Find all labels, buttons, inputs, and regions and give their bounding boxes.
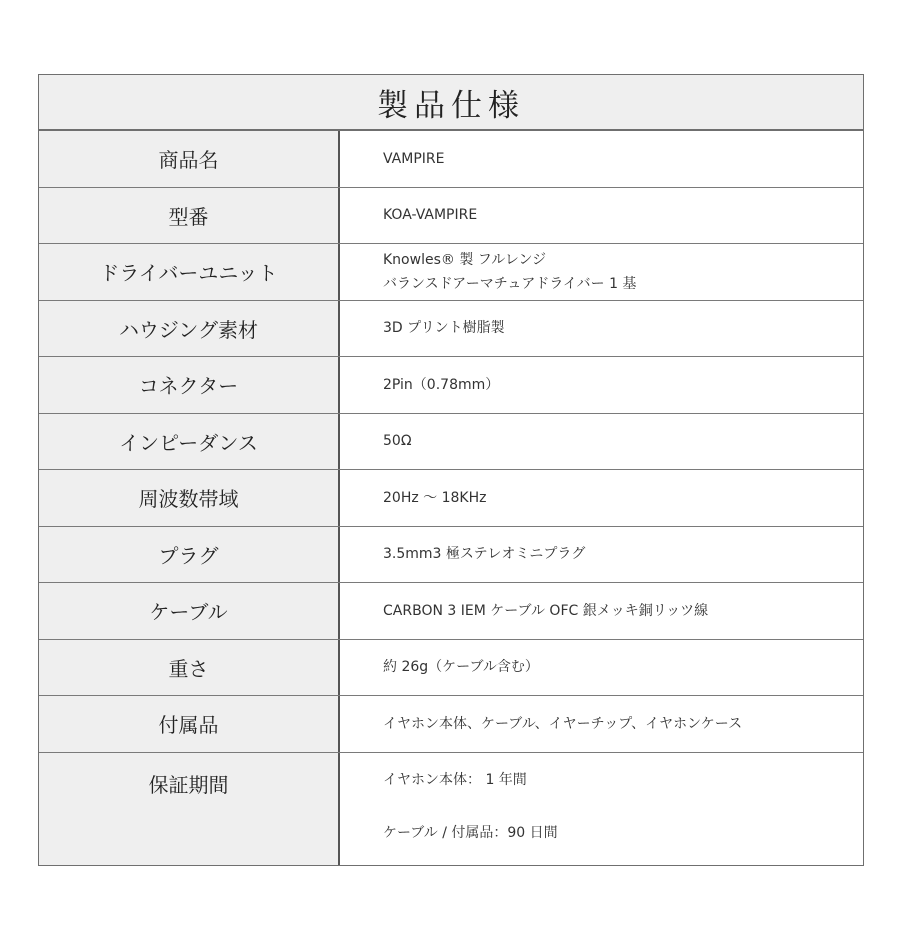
spec-row-housing-material bbox=[39, 301, 863, 358]
spec-value-line: KOA-VAMPIRE bbox=[383, 207, 478, 224]
spec-value bbox=[340, 753, 863, 865]
spec-value-line: イヤホン本体、ケーブル、イヤーチップ、イヤホンケース bbox=[383, 715, 743, 732]
spec-value-line: 2Pin（0.78mm） bbox=[383, 376, 500, 393]
spec-value-line: 50Ω bbox=[383, 433, 412, 450]
spec-label: 周波数帯域 bbox=[39, 470, 340, 526]
spec-label: ケーブル bbox=[39, 583, 340, 639]
spec-row-accessories bbox=[39, 696, 863, 753]
spec-label: コネクター bbox=[39, 357, 340, 413]
spec-label: インピーダンス bbox=[39, 414, 340, 470]
spec-row-warranty bbox=[39, 753, 863, 865]
spec-row-cable bbox=[39, 583, 863, 640]
spec-title-row bbox=[39, 75, 863, 131]
spec-value-line: 3D プリント樹脂製 bbox=[383, 320, 505, 337]
spec-value bbox=[340, 414, 863, 470]
spec-value-line: 約 26g（ケーブル含む） bbox=[383, 659, 539, 676]
spec-value-line: Knowles® 製 フルレンジ bbox=[383, 251, 547, 268]
spec-value bbox=[340, 470, 863, 526]
spec-value bbox=[340, 244, 863, 300]
spec-value-line: ケーブル / 付属品：90 日間 bbox=[383, 824, 558, 841]
spec-value bbox=[340, 583, 863, 639]
spec-value-line: 3.5mm3 極ステレオミニプラグ bbox=[383, 546, 586, 563]
spec-label: 型番 bbox=[39, 188, 340, 244]
spec-row-frequency-range bbox=[39, 470, 863, 527]
spec-title: 製品仕様 bbox=[377, 87, 525, 124]
spec-value bbox=[340, 696, 863, 752]
spec-label: ドライバーユニット bbox=[39, 244, 340, 300]
spec-row-driver-unit bbox=[39, 244, 863, 301]
spec-label: ハウジング素材 bbox=[39, 301, 340, 357]
spec-value bbox=[340, 301, 863, 357]
spec-value bbox=[340, 188, 863, 244]
spec-label: プラグ bbox=[39, 527, 340, 583]
spec-value bbox=[340, 527, 863, 583]
spec-label: 保証期間 bbox=[39, 753, 340, 865]
spec-value bbox=[340, 131, 863, 187]
spec-label: 重さ bbox=[39, 640, 340, 696]
spec-row-weight bbox=[39, 640, 863, 697]
spec-row-impedance bbox=[39, 414, 863, 471]
spec-value-line: 20Hz ～ 18KHz bbox=[383, 489, 487, 506]
spec-table bbox=[38, 74, 864, 866]
spec-row-product-name bbox=[39, 131, 863, 188]
spec-value-line: CARBON 3 IEM ケーブル OFC 銀メッキ銅リッツ線 bbox=[383, 602, 709, 619]
spec-value-line: イヤホン本体： 1 年間 bbox=[383, 771, 527, 788]
spec-value bbox=[340, 357, 863, 413]
spec-row-connector bbox=[39, 357, 863, 414]
spec-row-plug bbox=[39, 527, 863, 584]
spec-value-line: バランスドアーマチュアドライバー 1 基 bbox=[383, 275, 637, 292]
spec-label: 商品名 bbox=[39, 131, 340, 187]
spec-label: 付属品 bbox=[39, 696, 340, 752]
spec-value-line: VAMPIRE bbox=[383, 150, 445, 167]
spec-value bbox=[340, 640, 863, 696]
spec-row-model-number bbox=[39, 188, 863, 245]
